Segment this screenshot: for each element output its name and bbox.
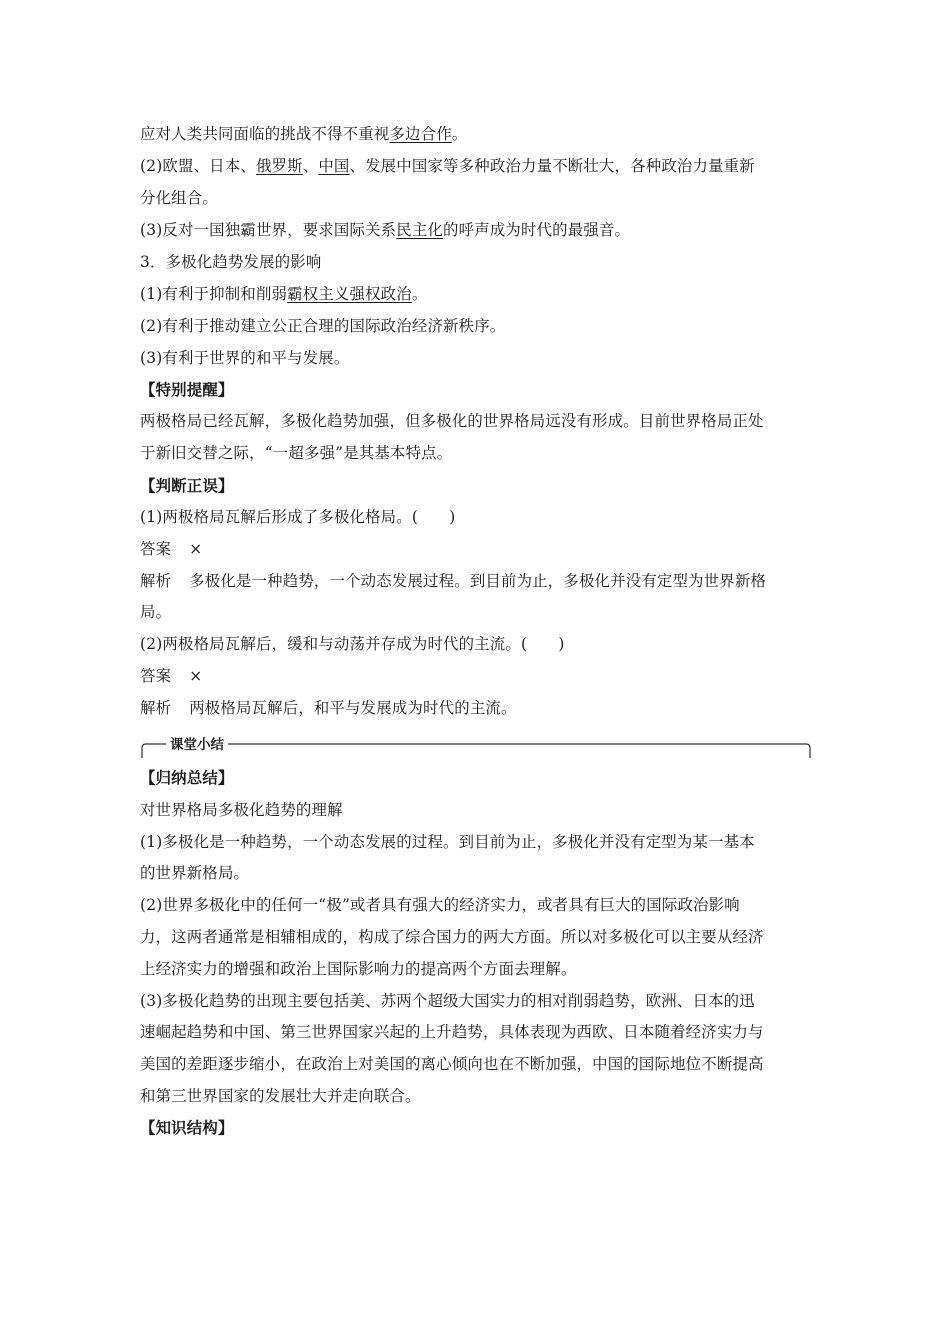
summary-banner xyxy=(140,736,812,760)
text-line: (3)有利于世界的和平与发展。 xyxy=(140,349,350,367)
text-line: 局。 xyxy=(140,603,172,621)
text-line: (2)有利于推动建立公正合理的国际政治经济新秩序。 xyxy=(140,317,506,335)
tip-heading: 【特别提醒】 xyxy=(140,381,234,399)
banner-frame xyxy=(140,736,812,760)
judge-heading: 【判断正误】 xyxy=(140,477,234,495)
text-line: (2)欧盟、日本、俄罗斯、中国、发展中国家等多种政治力量不断壮大，各种政治力量重新 xyxy=(140,157,755,175)
underlined-term: 民主化 xyxy=(396,221,444,239)
text-line: 和第三世界国家的发展壮大并走向联合。 xyxy=(140,1087,421,1105)
underlined-term: 中国 xyxy=(318,157,350,175)
text-line: 速崛起趋势和中国、第三世界国家兴起的上升趋势，具体表现为西欧、日本随着经济实力与 xyxy=(140,1023,764,1041)
text-line: 两极格局已经瓦解，多极化趋势加强，但多极化的世界格局远没有形成。目前世界格局正处 xyxy=(140,412,764,430)
answer-mark: × xyxy=(189,667,203,685)
underlined-term: 霸权主义强权政治 xyxy=(287,285,412,303)
summary-heading: 【归纳总结】 xyxy=(140,769,234,787)
answer-line: 答案 × xyxy=(140,540,203,558)
text-line: 的世界新格局。 xyxy=(140,864,250,882)
banner-title: 课堂小结 xyxy=(166,736,228,754)
underlined-term: 俄罗斯 xyxy=(255,157,303,175)
text-line: 力，这两者通常是相辅相成的，构成了综合国力的两大方面。所以对多极化可以主要从经济 xyxy=(140,928,764,946)
text-line: 上经济实力的增强和政治上国际影响力的提高两个方面去理解。 xyxy=(140,960,577,978)
answer-mark: × xyxy=(189,540,203,558)
text-line: (3)多极化趋势的出现主要包括美、苏两个超级大国实力的相对削弱趋势，欧洲、日本的迅 xyxy=(140,992,755,1010)
text-line: 于新旧交替之际，“一超多强”是其基本特点。 xyxy=(140,444,453,462)
text-line: 分化组合。 xyxy=(140,189,218,207)
analysis-line: 解析 两极格局瓦解后，和平与发展成为时代的主流。 xyxy=(140,699,517,717)
text-line: (1)有利于抑制和削弱霸权主义强权政治。 xyxy=(140,285,428,303)
question-line: (2)两极格局瓦解后，缓和与动荡并存成为时代的主流。( ) xyxy=(140,635,565,653)
text-line: (1)多极化是一种趋势，一个动态发展的过程。到目前为止，多极化并没有定型为某一基本 xyxy=(140,833,755,851)
analysis-line: 解析 多极化是一种趋势，一个动态发展过程。到目前为止，多极化并没有定型为世界新格 xyxy=(140,572,767,590)
underlined-term: 多边合作 xyxy=(389,125,452,143)
text-line: 对世界格局多极化趋势的理解 xyxy=(140,801,343,819)
structure-heading: 【知识结构】 xyxy=(140,1119,234,1137)
question-line: (1)两极格局瓦解后形成了多极化格局。( ) xyxy=(140,508,456,526)
text-line: (2)世界多极化中的任何一“极”或者具有强大的经济实力，或者具有巨大的国际政治影响 xyxy=(140,896,740,914)
text-line: 美国的差距逐步缩小，在政治上对美国的离心倾向也在不断加强，中国的国际地位不断提高 xyxy=(140,1055,764,1073)
text-line: 应对人类共同面临的挑战不得不重视多边合作。 xyxy=(140,125,468,143)
answer-line: 答案 × xyxy=(140,667,203,685)
text-line: (3)反对一国独霸世界，要求国际关系民主化的呼声成为时代的最强音。 xyxy=(140,221,631,239)
section-heading: 3．多极化趋势发展的影响 xyxy=(140,253,322,271)
